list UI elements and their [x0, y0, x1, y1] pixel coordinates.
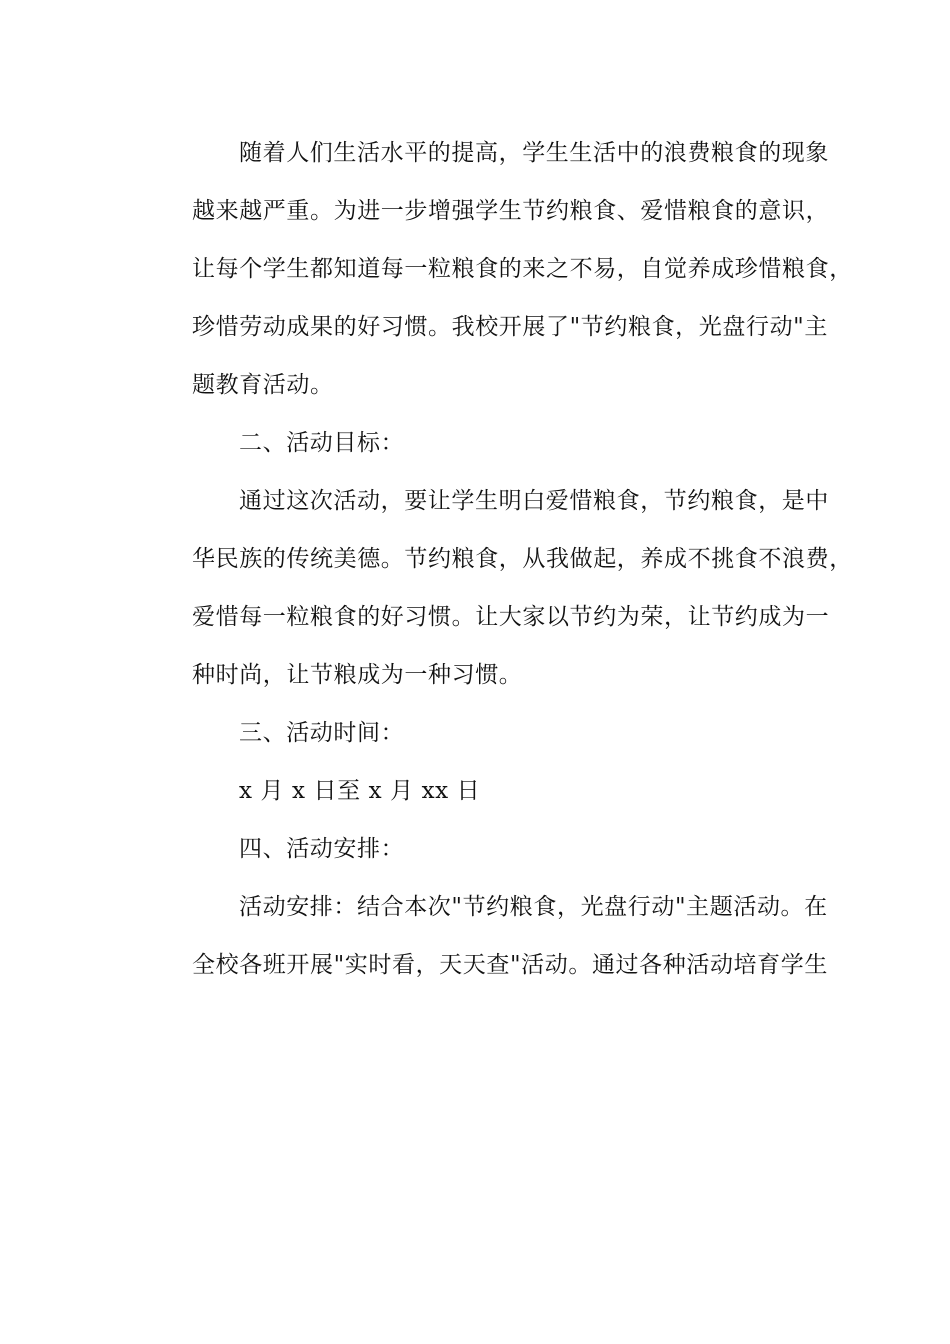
paragraph-activity-time — [145, 762, 820, 820]
text-line: 种时尚，让节粮成为一种习惯。 — [192, 662, 523, 688]
text-line: 爱惜每一粒粮食的好习惯。让大家以节约为荣，让节约成为一 — [192, 604, 830, 630]
text-line: 随着人们生活水平的提高，学生生活中的浪费粮食的现象 — [239, 140, 829, 166]
paragraph-activity-arrangement — [145, 878, 828, 994]
heading-activity-arrangement — [145, 820, 820, 878]
heading-activity-time — [145, 704, 820, 762]
text-line: x 月 x 日至 x 月 xx 日 — [239, 778, 481, 804]
text-line: 华民族的传统美德。节约粮食，从我做起，养成不挑食不浪费， — [192, 546, 853, 572]
heading-activity-goal — [145, 414, 820, 472]
text-line: 通过这次活动，要让学生明白爱惜粮食，节约粮食，是中 — [239, 488, 829, 514]
section-heading: 三、活动时间： — [239, 720, 405, 746]
text-line: 珍惜劳动成果的好习惯。我校开展了"节约粮食，光盘行动"主 — [192, 314, 828, 340]
section-heading: 二、活动目标： — [239, 430, 405, 456]
document-body — [145, 124, 853, 994]
text-line: 全校各班开展"实时看，天天查"活动。通过各种活动培育学生 — [192, 952, 828, 978]
paragraph-activity-goal — [145, 472, 853, 704]
text-line: 越来越严重。为进一步增强学生节约粮食、爱惜粮食的意识， — [192, 198, 830, 224]
text-line: 活动安排：结合本次"节约粮食，光盘行动"主题活动。在 — [239, 894, 828, 920]
section-heading: 四、活动安排： — [239, 836, 405, 862]
paragraph-intro — [145, 124, 853, 414]
text-line: 让每个学生都知道每一粒粮食的来之不易，自觉养成珍惜粮食， — [192, 256, 853, 282]
text-line: 题教育活动。 — [192, 372, 334, 398]
